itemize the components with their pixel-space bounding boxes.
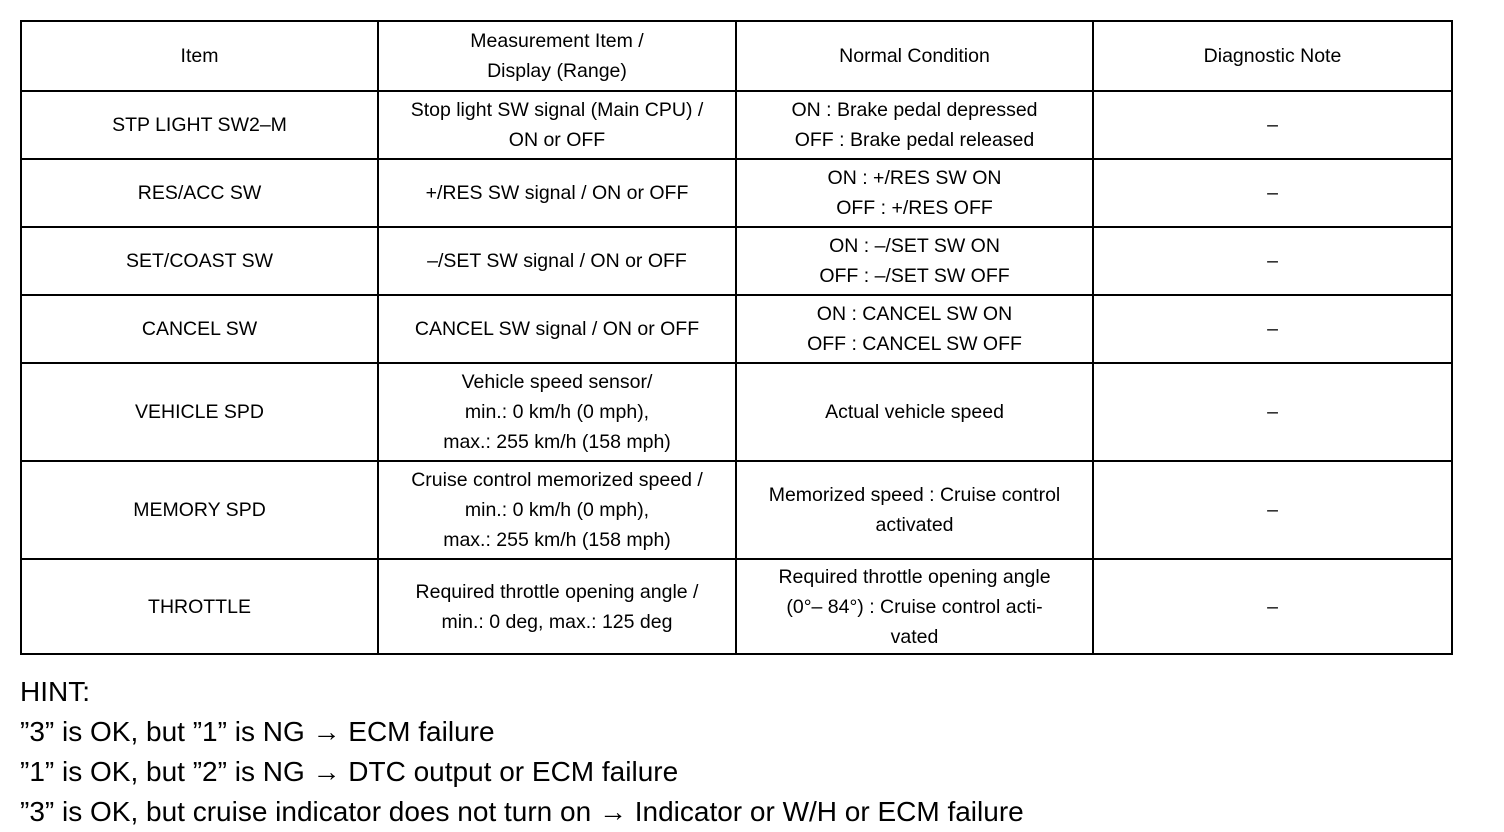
cell-normal-condition: Required throttle opening angle (0°– 84°) : Cruise control acti- vated: [736, 559, 1093, 654]
cell-diagnostic-note: –: [1093, 227, 1452, 295]
cell-measurement: +/RES SW signal / ON or OFF: [378, 159, 736, 227]
cell-item: CANCEL SW: [21, 295, 378, 363]
hint-title: HINT:: [20, 676, 90, 707]
cell-item: RES/ACC SW: [21, 159, 378, 227]
table-row: [21, 363, 1452, 461]
cell-measurement: Stop light SW signal (Main CPU) / ON or OFF: [378, 91, 736, 159]
header-item: Item: [21, 21, 378, 91]
table-row: [21, 227, 1452, 295]
cell-normal-condition: ON : Brake pedal depressed OFF : Brake pedal released: [736, 91, 1093, 159]
table-row: [21, 159, 1452, 227]
cell-measurement: –/SET SW signal / ON or OFF: [378, 227, 736, 295]
hint-line: ”1” is OK, but ”2” is NG → DTC output or ECM failure: [20, 756, 679, 787]
header-normal-condition: Normal Condition: [736, 21, 1093, 91]
cell-normal-condition: ON : –/SET SW ON OFF : –/SET SW OFF: [736, 227, 1093, 295]
cell-item: SET/COAST SW: [21, 227, 378, 295]
header-measurement: Measurement Item / Display (Range): [378, 21, 736, 91]
table-row: [21, 91, 1452, 159]
cell-diagnostic-note: –: [1093, 159, 1452, 227]
cell-item: VEHICLE SPD: [21, 363, 378, 461]
header-diagnostic-note: Diagnostic Note: [1093, 21, 1452, 91]
cell-diagnostic-note: –: [1093, 461, 1452, 559]
cell-normal-condition: Memorized speed : Cruise control activated: [736, 461, 1093, 559]
cell-normal-condition: ON : +/RES SW ON OFF : +/RES OFF: [736, 159, 1093, 227]
cell-measurement: Cruise control memorized speed / min.: 0 km/h (0 mph), max.: 255 km/h (158 mph): [378, 461, 736, 559]
cell-normal-condition: Actual vehicle speed: [736, 363, 1093, 461]
cell-diagnostic-note: –: [1093, 559, 1452, 654]
cell-normal-condition: ON : CANCEL SW ON OFF : CANCEL SW OFF: [736, 295, 1093, 363]
cell-item: MEMORY SPD: [21, 461, 378, 559]
hint-line: ”3” is OK, but cruise indicator does not turn on → Indicator or W/H or ECM failure: [20, 796, 1024, 827]
diagnostic-table: [20, 20, 1453, 655]
cell-item: STP LIGHT SW2–M: [21, 91, 378, 159]
table-row: [21, 559, 1452, 654]
cell-measurement: CANCEL SW signal / ON or OFF: [378, 295, 736, 363]
cell-measurement: Required throttle opening angle / min.: 0 deg, max.: 125 deg: [378, 559, 736, 654]
table-row: [21, 295, 1452, 363]
hint-line: ”3” is OK, but ”1” is NG → ECM failure: [20, 716, 495, 747]
table-row: [21, 461, 1452, 559]
cell-measurement: Vehicle speed sensor/ min.: 0 km/h (0 mph), max.: 255 km/h (158 mph): [378, 363, 736, 461]
cell-item: THROTTLE: [21, 559, 378, 654]
hint-section: [20, 672, 1024, 832]
cell-diagnostic-note: –: [1093, 91, 1452, 159]
cell-diagnostic-note: –: [1093, 363, 1452, 461]
cell-diagnostic-note: –: [1093, 295, 1452, 363]
table-header-row: [21, 21, 1452, 91]
